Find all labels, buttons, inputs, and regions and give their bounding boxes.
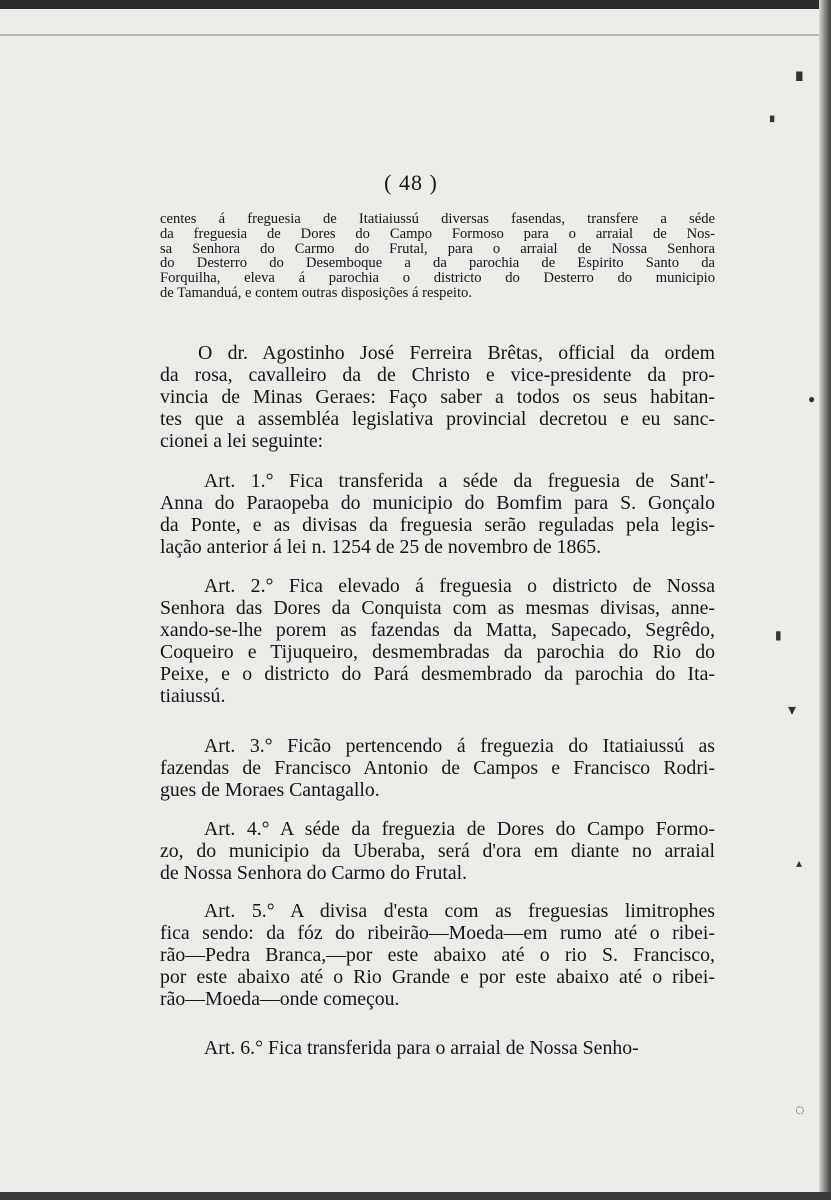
intro-line: sa Senhora do Carmo do Frutal, para o arraial de Nossa Senhora <box>160 240 715 257</box>
scan-speck: ● <box>808 392 816 406</box>
page-number: ( 48 ) <box>384 170 438 195</box>
article-first-line: Art. 4.° A séde da freguezia de Dores do Campo Formo- <box>204 818 715 840</box>
scan-speck: ▴ <box>796 856 803 870</box>
article-label: Art. 1.° <box>204 470 274 492</box>
preamble-line: cionei a lei seguinte: <box>160 430 324 452</box>
scan-speck: ▮ <box>775 628 782 642</box>
preamble-line: vincia de Minas Geraes: Faço saber a todos os seus habitan- <box>160 386 715 408</box>
intro-line: da freguesia de Dores do Campo Formoso para o arraial de Nos- <box>160 225 715 242</box>
scan-top-edge <box>0 0 831 9</box>
article-label: Art. 4.° <box>204 818 270 840</box>
article-4 <box>160 818 715 884</box>
article-label: Art. 5.° <box>204 900 275 922</box>
article-line: lação anterior á lei n. 1254 de 25 de novembro de 1865. <box>160 536 602 558</box>
article-line: Anna do Paraopeba do municipio do Bomfim para S. Gonçalo <box>160 492 715 514</box>
article-line: de Nossa Senhora do Carmo do Frutal. <box>160 862 468 884</box>
scan-bottom-edge <box>0 1192 831 1200</box>
article-first-line: Art. 1.° Fica transferida a séde da freguesia de Sant'- <box>204 470 715 492</box>
scan-speck: ▗ <box>790 64 803 81</box>
article-6 <box>160 1037 715 1059</box>
article-line: fazendas de Francisco Antonio de Campos e Francisco Rodri- <box>160 757 715 779</box>
article-line: fica sendo: da fóz do ribeirão—Moeda—em rumo até o ribei- <box>160 922 715 944</box>
article-first-line: Art. 5.° A divisa d'esta com as freguesias limitrophes <box>204 900 716 922</box>
scan-top-rule <box>0 34 831 36</box>
article-line: Peixe, e o districto do Pará desmembrado da parochia do Ita- <box>160 663 715 685</box>
preamble-line: da rosa, cavalleiro da de Christo e vice-presidente da pro- <box>160 364 715 386</box>
article-label: Art. 3.° <box>204 735 273 757</box>
article-5 <box>160 900 715 1010</box>
article-line: rão—Moeda—onde começou. <box>160 988 400 1010</box>
article-3 <box>160 735 715 801</box>
article-line: gues de Moraes Cantagallo. <box>160 779 380 801</box>
preamble-paragraph <box>160 342 715 452</box>
scan-right-edge <box>819 0 831 1200</box>
article-line: por este abaixo até o Rio Grande e por este abaixo até o ribei- <box>160 966 715 988</box>
article-line: Senhora das Dores da Conquista com as mesmas divisas, anne- <box>160 597 715 619</box>
article-line: zo, do municipio da Uberaba, será d'ora em diante no arraial <box>160 840 715 862</box>
article-line: rão—Pedra Branca,—por este abaixo até o rio S. Francisco, <box>160 944 715 966</box>
article-line: da Ponte, e as divisas da freguesia serão reguladas pela legis- <box>160 514 715 536</box>
intro-paragraph <box>160 212 715 301</box>
intro-line: do Desterro do Desemboque a da parochia de Espirito Santo da <box>160 255 715 272</box>
article-first-line: Art. 6.° Fica transferida para o arraial de Nossa Senho- <box>204 1037 639 1059</box>
article-label: Art. 6.° <box>204 1037 264 1059</box>
article-line: xando-se-lhe porem as fazendas da Matta, Sapecado, Segrêdo, <box>160 619 715 641</box>
article-1 <box>160 470 715 558</box>
article-line: tiaiussú. <box>160 685 226 707</box>
article-first-line: Art. 3.° Ficão pertencendo á freguezia do Itatiaiussú as <box>204 735 715 757</box>
article-2 <box>160 575 715 707</box>
preamble-line: tes que a assembléa legislativa provincial decretou e eu sanc- <box>160 408 715 430</box>
preamble-line: O dr. Agostinho José Ferreira Brêtas, official da ordem <box>198 342 715 364</box>
scan-speck: ◌ <box>795 1102 805 1119</box>
intro-line: centes á freguesia de Itatiaiussú diversas fasendas, transfere a séde <box>160 211 715 227</box>
article-line: Coqueiro e Tijuqueiro, desmembradas da parochia do Rio do <box>160 641 715 663</box>
article-first-line: Art. 2.° Fica elevado á freguesia o districto de Nossa <box>204 575 715 597</box>
intro-line: de Tamanduá, e contem outras disposições á respeito. <box>160 284 472 301</box>
scan-speck: ▾ <box>788 702 797 719</box>
article-label: Art. 2.° <box>204 575 274 597</box>
intro-line: Forquilha, eleva á parochia o districto do Desterro do municipio <box>160 270 715 287</box>
scan-speck: ▘ <box>770 117 779 129</box>
